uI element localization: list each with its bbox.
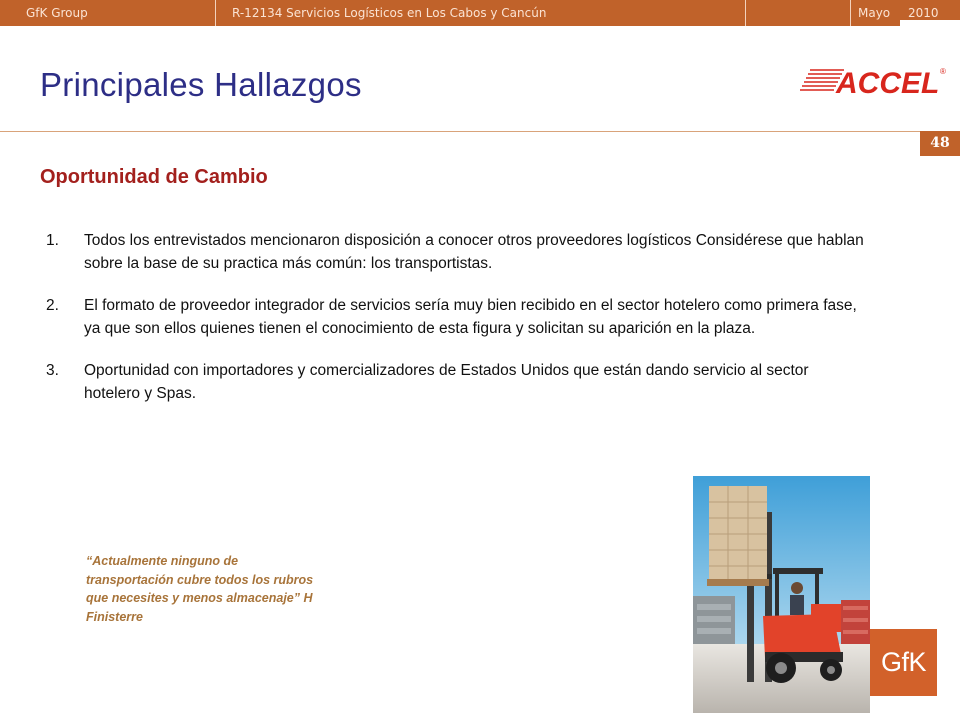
list-item-number: 3. [46,362,59,379]
project-title: R-12134 Servicios Logísticos en Los Cabos y Cancún [232,6,547,20]
page-number: 48 [920,131,960,156]
accel-logo [800,62,950,98]
section-subtitle: Oportunidad de Cambio [40,166,268,188]
findings-list [46,230,866,425]
divider [215,0,216,26]
list-item-text: Oportunidad con importadores y comercializadores de Estados Unidos que están dando servicio al sector hotelero y Spas. [84,362,809,402]
forklift-photo [693,476,870,713]
date-underline [900,20,960,26]
gfk-logo: GfK [870,629,937,696]
top-bar [0,0,960,26]
list-item-text: Todos los entrevistados mencionaron disposición a conocer otros proveedores logísticos Considérese que hablan sobre la base de su practica más común: los transportistas. [84,232,864,272]
registered-mark: ® [940,67,946,76]
date-month: Mayo [858,6,891,20]
list-item [46,295,866,340]
company-name: GfK Group [26,6,88,20]
date-year: 2010 [908,6,939,20]
accel-wordmark: ACCEL [836,67,940,98]
list-item-number: 2. [46,297,59,314]
list-item [46,230,866,275]
interview-quote: “Actualmente ninguno de transportación cubre todos los rubros que necesites y menos almacenaje” H Finisterre [86,554,314,624]
divider [745,0,746,26]
divider [850,0,851,26]
page-title: Principales Hallazgos [40,66,362,103]
list-item [46,360,866,405]
list-item-number: 1. [46,232,59,249]
list-item-text: El formato de proveedor integrador de servicios sería muy bien recibido en el sector hotelero como primera fase, ya que son ellos quienes tienen el conocimiento de esta figura y solicitan su aparición en la plaza. [84,297,857,337]
header-divider [0,131,960,132]
